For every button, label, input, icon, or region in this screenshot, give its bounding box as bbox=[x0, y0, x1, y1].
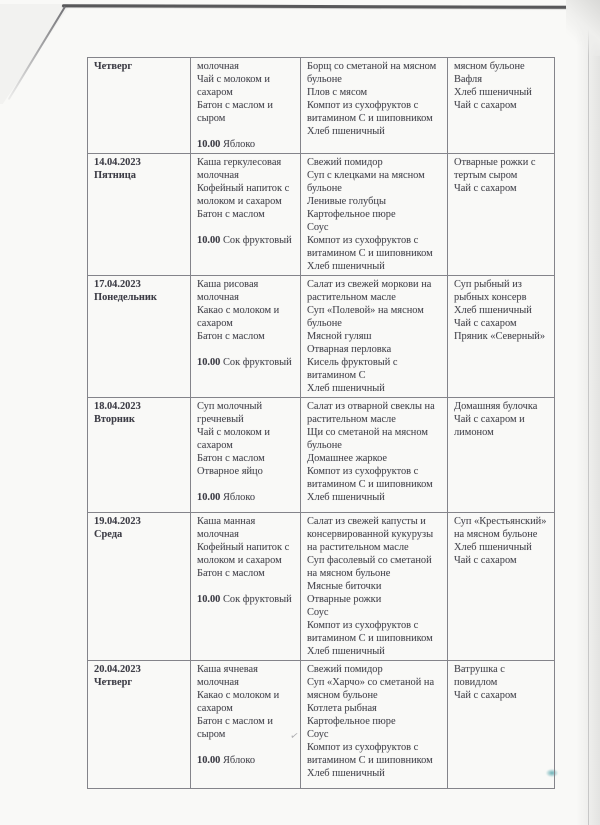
afternoon-lines bbox=[454, 156, 550, 195]
menu-line: Батон с маслом bbox=[197, 209, 265, 220]
menu-line: Каша ячневая молочная bbox=[197, 664, 258, 688]
menu-line: Компот из сухофруктов с витамином С и шиповником bbox=[307, 620, 433, 644]
morning-snack-line bbox=[197, 356, 296, 369]
day-cell bbox=[88, 661, 191, 788]
menu-line: Свежий помидор bbox=[307, 664, 383, 675]
menu-row-wednesday bbox=[88, 513, 554, 661]
afternoon-lines bbox=[454, 663, 550, 702]
lunch-lines bbox=[307, 156, 443, 273]
blank-line bbox=[197, 580, 296, 593]
menu-row-monday bbox=[88, 276, 554, 398]
row-date: 19.04.2023 bbox=[94, 516, 141, 527]
afternoon-lines bbox=[454, 60, 550, 112]
menu-line: Суп с клецками на мясном бульоне bbox=[307, 170, 425, 194]
afternoon-cell bbox=[448, 154, 554, 275]
menu-line: Ватрушка с повидлом bbox=[454, 664, 505, 688]
snack-time: 10.00 bbox=[197, 492, 221, 503]
afternoon-cell bbox=[448, 276, 554, 397]
row-day: Понедельник bbox=[94, 292, 157, 303]
menu-line: Соус bbox=[307, 607, 329, 618]
lunch-lines bbox=[307, 663, 443, 780]
menu-row-tuesday bbox=[88, 398, 554, 513]
breakfast-cell bbox=[191, 513, 301, 660]
lunch-lines bbox=[307, 400, 443, 504]
breakfast-lines bbox=[197, 663, 296, 741]
menu-line: Суп фасолевый со сметаной на мясном бульоне bbox=[307, 555, 432, 579]
menu-line: Хлеб пшеничный bbox=[307, 492, 385, 503]
snack-time: 10.00 bbox=[197, 235, 221, 246]
menu-line: Батон с маслом bbox=[197, 568, 265, 579]
row-day: Четверг bbox=[94, 61, 133, 72]
snack-time: 10.00 bbox=[197, 139, 221, 150]
page-corner-curl bbox=[566, 0, 600, 56]
menu-line: Котлета рыбная bbox=[307, 703, 377, 714]
menu-line: Какао с молоком и сахаром bbox=[197, 305, 280, 329]
blank-line bbox=[197, 478, 296, 491]
menu-line: Свежий помидор bbox=[307, 157, 383, 168]
row-day: Четверг bbox=[94, 677, 133, 688]
menu-line: Хлеб пшеничный bbox=[307, 126, 385, 137]
stray-pen-mark: ✓ bbox=[288, 730, 300, 743]
menu-line: Салат из свежей моркови на растительном масле bbox=[307, 279, 432, 303]
row-date: 20.04.2023 bbox=[94, 664, 141, 675]
menu-line: Чай с сахаром bbox=[454, 555, 517, 566]
breakfast-cell bbox=[191, 154, 301, 275]
lunch-lines bbox=[307, 60, 443, 138]
menu-line: Суп рыбный из рыбных консерв bbox=[454, 279, 527, 303]
menu-line: Чай с сахаром bbox=[454, 183, 517, 194]
menu-line: Щи со сметаной на мясном бульоне bbox=[307, 427, 428, 451]
lunch-lines bbox=[307, 515, 443, 658]
blank-line bbox=[197, 343, 296, 356]
menu-line: Суп «Харчо» со сметаной на мясном бульоне bbox=[307, 677, 435, 701]
breakfast-cell bbox=[191, 661, 301, 788]
menu-line: Хлеб пшеничный bbox=[307, 261, 385, 272]
blank-line bbox=[197, 221, 296, 234]
menu-line: Плов с мясом bbox=[307, 87, 368, 98]
menu-line: Чай с сахаром bbox=[454, 690, 517, 701]
menu-line: Компот из сухофруктов с витамином С и шиповником bbox=[307, 100, 433, 124]
morning-snack-line bbox=[197, 234, 296, 247]
menu-line: Суп «Крестьянский» на мясном бульоне bbox=[454, 516, 547, 540]
snack-item: Сок фруктовый bbox=[223, 594, 292, 605]
snack-time: 10.00 bbox=[197, 357, 221, 368]
menu-line: мясном бульоне bbox=[454, 61, 525, 72]
menu-line: Отварная перловка bbox=[307, 344, 392, 355]
lunch-cell bbox=[301, 398, 448, 512]
menu-line: Чай с сахаром и лимоном bbox=[454, 414, 525, 438]
menu-line: Хлеб пшеничный bbox=[454, 305, 532, 316]
menu-line: Соус bbox=[307, 222, 329, 233]
snack-item: Яблоко bbox=[223, 492, 256, 503]
menu-line: Компот из сухофруктов с витамином С и шиповником bbox=[307, 235, 433, 259]
menu-line: Мясной гуляш bbox=[307, 331, 372, 342]
snack-item: Яблоко bbox=[223, 755, 256, 766]
row-day: Среда bbox=[94, 529, 123, 540]
menu-line: Домашняя булочка bbox=[454, 401, 538, 412]
menu-line: Батон с маслом bbox=[197, 331, 265, 342]
snack-item: Сок фруктовый bbox=[223, 235, 292, 246]
lunch-cell bbox=[301, 154, 448, 275]
scan-top-edge-line bbox=[62, 4, 579, 8]
snack-time: 10.00 bbox=[197, 755, 221, 766]
menu-line: Суп «Полевой» на мясном бульоне bbox=[307, 305, 424, 329]
menu-row-thursday bbox=[88, 661, 554, 788]
menu-line: Салат из отварной свеклы на растительном масле bbox=[307, 401, 435, 425]
menu-line: Хлеб пшеничный bbox=[454, 542, 532, 553]
menu-line: Пряник «Северный» bbox=[454, 331, 546, 342]
afternoon-cell bbox=[448, 513, 554, 660]
breakfast-cell bbox=[191, 276, 301, 397]
breakfast-lines bbox=[197, 400, 296, 478]
lunch-cell bbox=[301, 58, 448, 153]
menu-line: Чай с сахаром bbox=[454, 100, 517, 111]
day-cell bbox=[88, 513, 191, 660]
menu-line: Чай с молоком и сахаром bbox=[197, 74, 270, 98]
morning-snack-line bbox=[197, 754, 296, 767]
snack-item: Яблоко bbox=[223, 139, 256, 150]
menu-line: Компот из сухофруктов с витамином С и шиповником bbox=[307, 466, 433, 490]
day-cell bbox=[88, 398, 191, 512]
menu-line: Кофейный напиток с молоком и сахаром bbox=[197, 183, 290, 207]
menu-line: Картофельное пюре bbox=[307, 209, 396, 220]
row-date: 18.04.2023 bbox=[94, 401, 141, 412]
menu-line: Компот из сухофруктов с витамином С и шиповником bbox=[307, 742, 433, 766]
row-date: 17.04.2023 bbox=[94, 279, 141, 290]
menu-line: Отварное яйцо bbox=[197, 466, 263, 477]
blank-line bbox=[197, 741, 296, 754]
menu-line: Хлеб пшеничный bbox=[307, 383, 385, 394]
day-cell bbox=[88, 58, 191, 153]
menu-line: Каша манная молочная bbox=[197, 516, 256, 540]
menu-line: Каша геркулесовая молочная bbox=[197, 157, 282, 181]
scan-right-edge-line bbox=[588, 12, 589, 825]
menu-line: Хлеб пшеничный bbox=[454, 87, 532, 98]
menu-line: Батон с маслом bbox=[197, 453, 265, 464]
row-day: Пятница bbox=[94, 170, 136, 181]
afternoon-lines bbox=[454, 400, 550, 439]
menu-line: Какао с молоком и сахаром bbox=[197, 690, 280, 714]
menu-row-thursday-cont bbox=[88, 58, 554, 154]
morning-snack-line bbox=[197, 491, 296, 504]
menu-line: Борщ со сметаной на мясном бульоне bbox=[307, 61, 437, 85]
afternoon-lines bbox=[454, 278, 550, 343]
blank-line bbox=[197, 125, 296, 138]
lunch-cell bbox=[301, 661, 448, 788]
breakfast-lines bbox=[197, 278, 296, 343]
menu-line: Батон с маслом и сыром bbox=[197, 100, 273, 124]
day-cell bbox=[88, 276, 191, 397]
morning-snack-line bbox=[197, 593, 296, 606]
menu-line: Чай с молоком и сахаром bbox=[197, 427, 270, 451]
menu-line: Вафля bbox=[454, 74, 482, 85]
day-cell bbox=[88, 154, 191, 275]
menu-line: Хлеб пшеничный bbox=[307, 768, 385, 779]
morning-snack-line bbox=[197, 138, 296, 151]
menu-line: Картофельное пюре bbox=[307, 716, 396, 727]
afternoon-lines bbox=[454, 515, 550, 567]
menu-line: Кофейный напиток с молоком и сахаром bbox=[197, 542, 290, 566]
menu-line: Хлеб пшеничный bbox=[307, 646, 385, 657]
menu-line: Отварные рожки bbox=[307, 594, 382, 605]
breakfast-cell bbox=[191, 398, 301, 512]
menu-line: Суп молочный гречневый bbox=[197, 401, 263, 425]
menu-line: Соус bbox=[307, 729, 329, 740]
lunch-cell bbox=[301, 276, 448, 397]
menu-line: Салат из свежей капусты и консервированной кукурузы на растительном масле bbox=[307, 516, 434, 553]
menu-line: Кисель фруктовый с витамином С bbox=[307, 357, 398, 381]
snack-item: Сок фруктовый bbox=[223, 357, 292, 368]
afternoon-cell bbox=[448, 58, 554, 153]
breakfast-lines bbox=[197, 60, 296, 125]
snack-time: 10.00 bbox=[197, 594, 221, 605]
menu-line: Отварные рожки с тертым сыром bbox=[454, 157, 536, 181]
breakfast-lines bbox=[197, 156, 296, 221]
afternoon-cell bbox=[448, 661, 554, 788]
breakfast-cell bbox=[191, 58, 301, 153]
breakfast-lines bbox=[197, 515, 296, 580]
row-date: 14.04.2023 bbox=[94, 157, 141, 168]
menu-line: Чай с сахаром bbox=[454, 318, 517, 329]
menu-line: Батон с маслом и сыром bbox=[197, 716, 273, 740]
lunch-lines bbox=[307, 278, 443, 395]
row-day: Вторник bbox=[94, 414, 135, 425]
menu-line: Каша рисовая молочная bbox=[197, 279, 259, 303]
menu-row-friday bbox=[88, 154, 554, 276]
lunch-cell bbox=[301, 513, 448, 660]
menu-table bbox=[87, 57, 555, 789]
afternoon-cell bbox=[448, 398, 554, 512]
menu-line: Домашнее жаркое bbox=[307, 453, 388, 464]
menu-line: молочная bbox=[197, 61, 239, 72]
menu-line: Ленивые голубцы bbox=[307, 196, 386, 207]
menu-line: Мясные биточки bbox=[307, 581, 382, 592]
